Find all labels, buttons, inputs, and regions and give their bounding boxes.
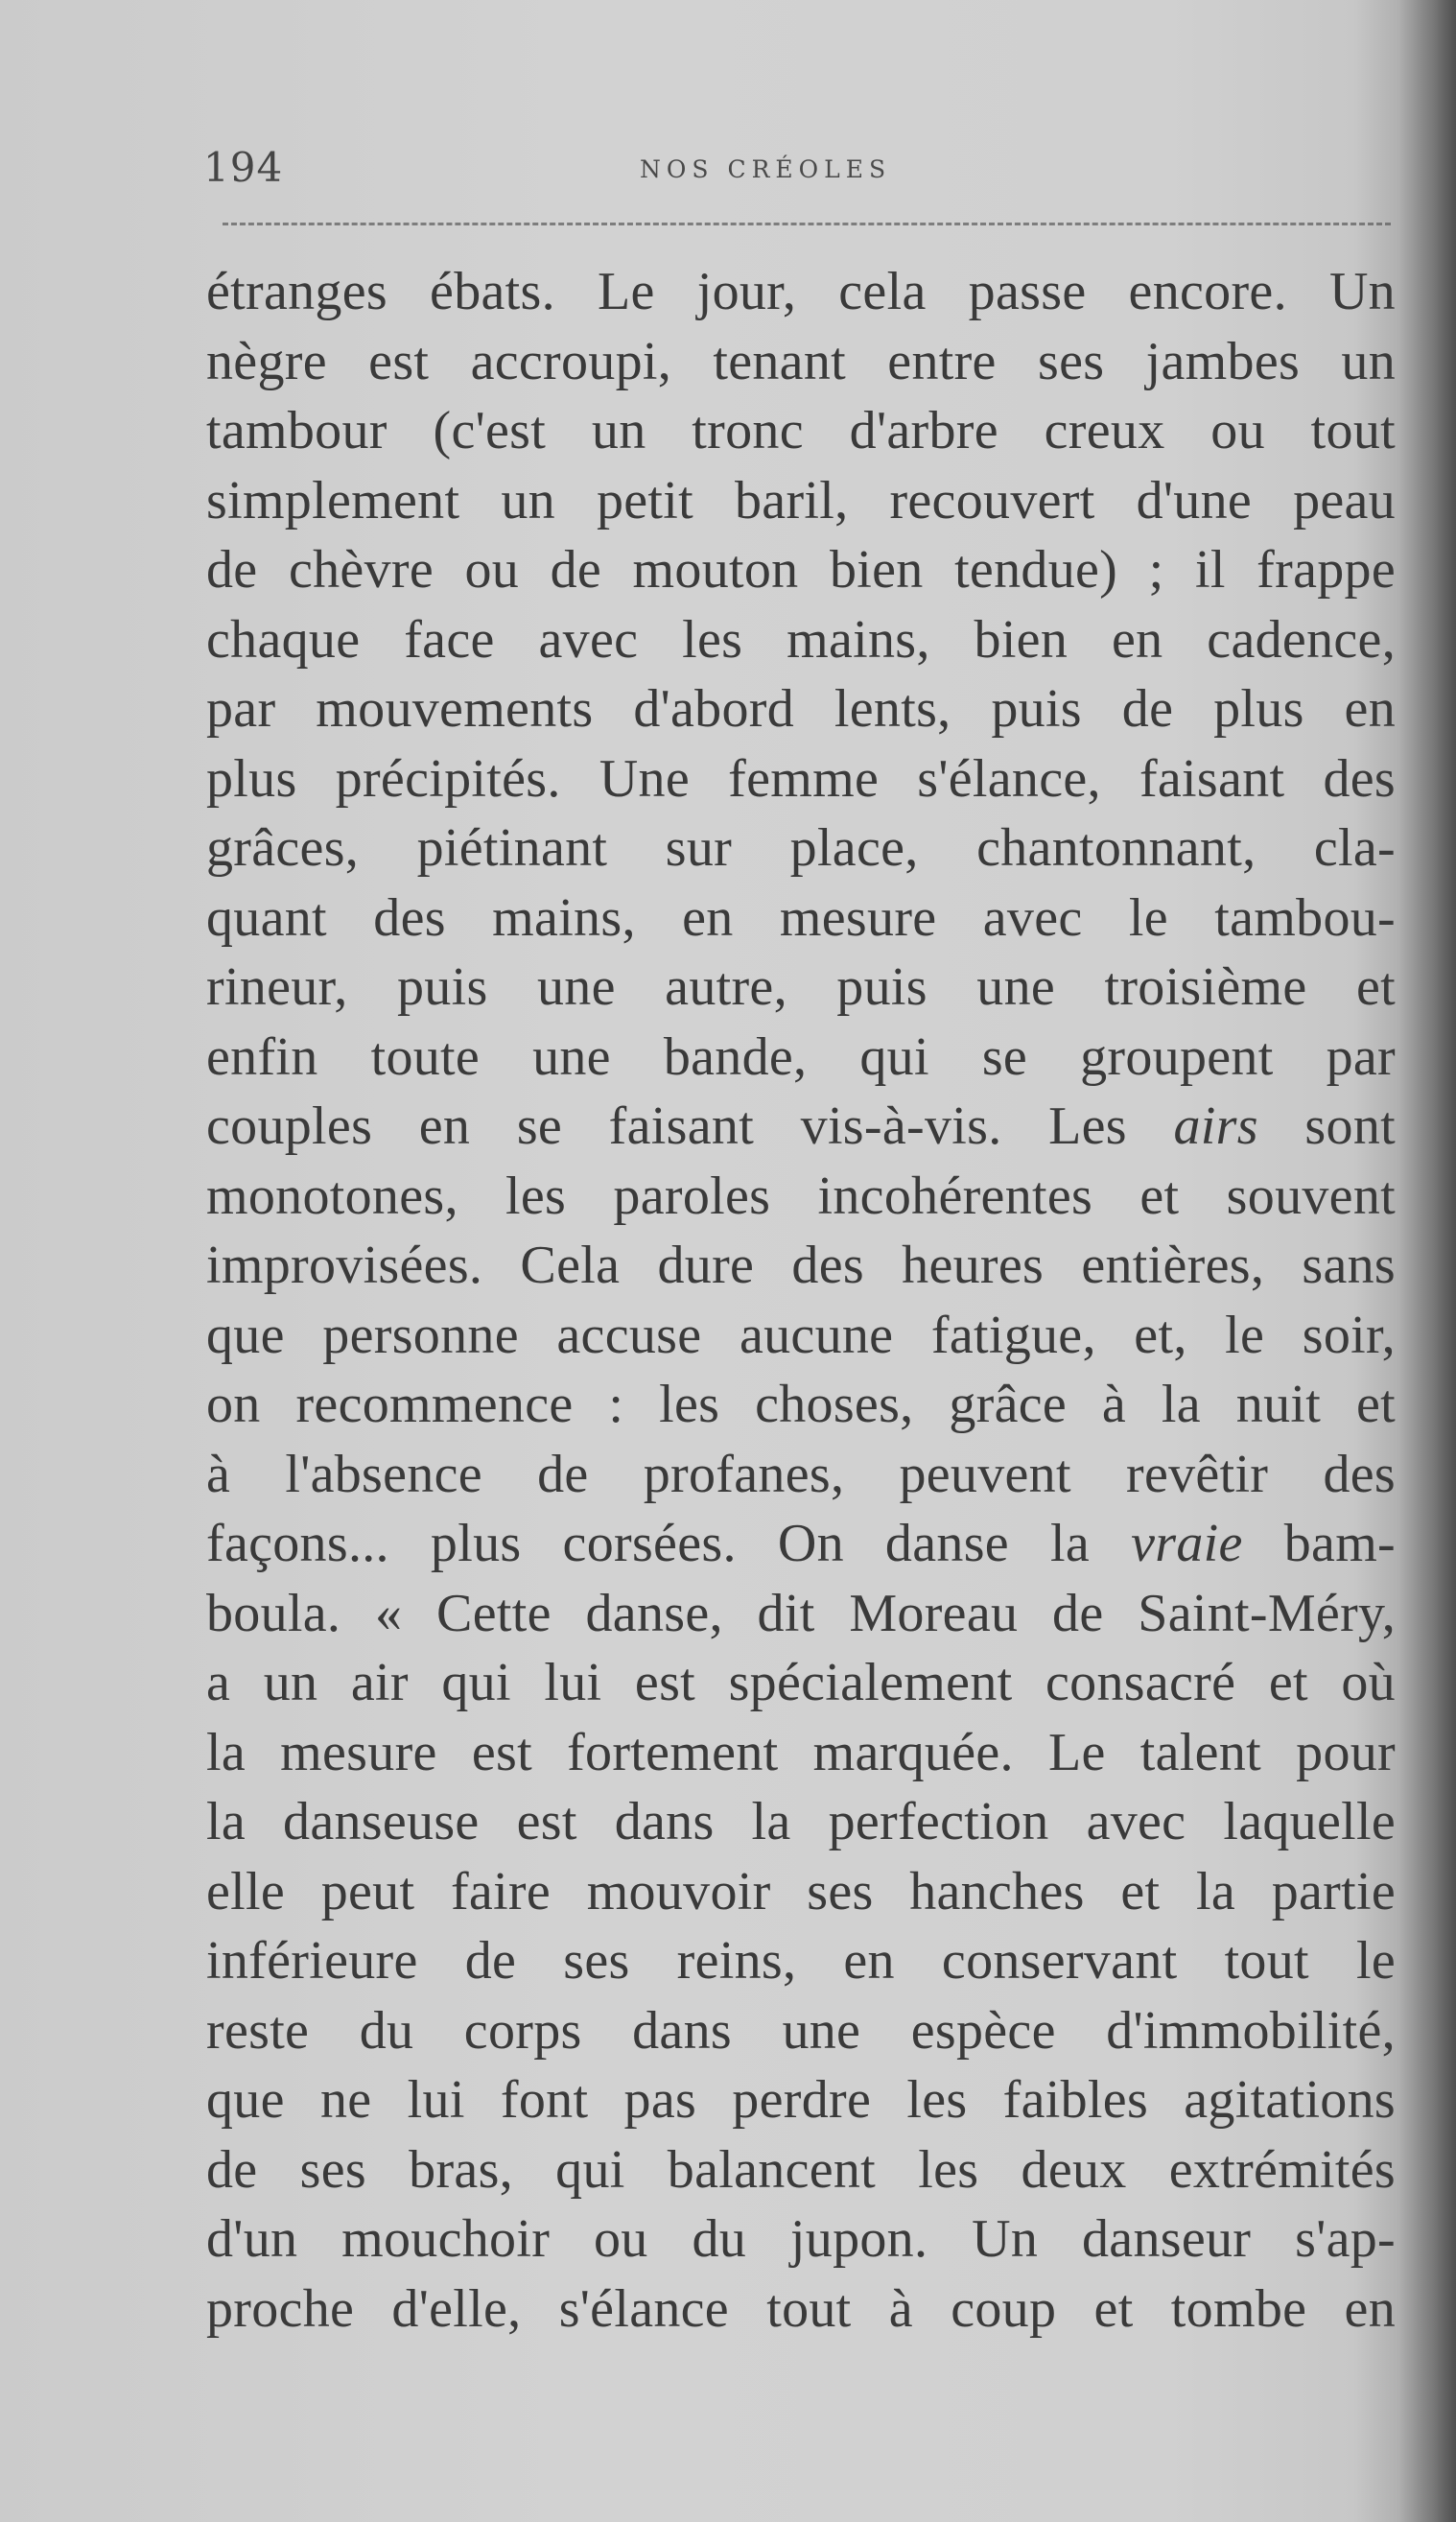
text-line: on recommence : les choses, grâce à la nuit et: [206, 1375, 1396, 1434]
text-line: nègre est accroupi, tenant entre ses jambes un: [206, 331, 1396, 391]
text-line: [206, 1509, 1396, 1579]
binding-shadow: [1398, 0, 1456, 2522]
text-line: la danseuse est dans la perfection avec laquelle: [206, 1792, 1396, 1851]
text-line: inférieure de ses reins, en conservant tout le: [206, 1931, 1396, 1991]
text-line: [206, 1092, 1396, 1162]
running-title: NOS CRÉOLES: [640, 155, 892, 183]
text-line: quant des mains, en mesure avec le tambou-: [206, 887, 1396, 948]
text-line: par mouvements d'abord lents, puis de plus en: [206, 679, 1396, 739]
text-line: elle peut faire mouvoir ses hanches et la partie: [206, 1861, 1396, 1921]
text-line: improvisées. Cela dure des heures entières, sans: [206, 1236, 1396, 1295]
text-line: de ses bras, qui balancent les deux extrémités: [206, 2139, 1396, 2200]
text-line: à l'absence de profanes, peuvent revêtir des: [206, 1444, 1396, 1504]
text-line: rineur, puis une autre, puis une troisième et: [206, 957, 1396, 1017]
text-line: simplement un petit baril, recouvert d'une peau: [206, 470, 1396, 530]
page-number: 194: [203, 144, 284, 191]
text-line: que personne accuse aucune fatigue, et, le soir,: [206, 1305, 1396, 1365]
text-line: la mesure est fortement marquée. Le talent pour: [206, 1722, 1396, 1782]
text-line: tambour (c'est un tronc d'arbre creux ou tout: [206, 401, 1396, 460]
text-line: reste du corps dans une espèce d'immobilité,: [206, 2000, 1396, 2061]
text-segment: sont: [1257, 1096, 1396, 1156]
text-line: étranges ébats. Le jour, cela passe encore. Un: [206, 262, 1396, 321]
header-rule: [223, 223, 1391, 225]
text-line: de chèvre ou de mouton bien tendue) ; il frappe: [206, 540, 1396, 600]
body-text: [206, 257, 1396, 2344]
text-line: que ne lui font pas perdre les faibles agitations: [206, 2070, 1396, 2130]
text-line: boula. « Cette danse, dit Moreau de Saint-Méry,: [206, 1583, 1396, 1643]
text-line: a un air qui lui est spécialement consacré et où: [206, 1653, 1396, 1712]
text-line: monotones, les paroles incohérentes et souvent: [206, 1166, 1396, 1226]
running-head: [203, 144, 1393, 192]
text-segment: façons... plus corsées. On danse la: [206, 1514, 1132, 1573]
text-line: plus précipités. Une femme s'élance, faisant des: [206, 748, 1396, 809]
text-line: d'un mouchoir ou du jupon. Un danseur s'ap-: [206, 2209, 1396, 2269]
italic-word: vraie: [1131, 1514, 1243, 1573]
text-line: enfin toute une bande, qui se groupent par: [206, 1026, 1396, 1087]
text-line: proche d'elle, s'élance tout à coup et tombe en: [206, 2278, 1396, 2339]
text-line: chaque face avec les mains, bien en cadence,: [206, 609, 1396, 670]
text-segment: bam-: [1242, 1514, 1397, 1573]
text-line: grâces, piétinant sur place, chantonnant, cla-: [206, 818, 1396, 878]
text-segment: couples en se faisant vis-à-vis. Les: [206, 1096, 1174, 1156]
italic-word: airs: [1173, 1096, 1258, 1156]
